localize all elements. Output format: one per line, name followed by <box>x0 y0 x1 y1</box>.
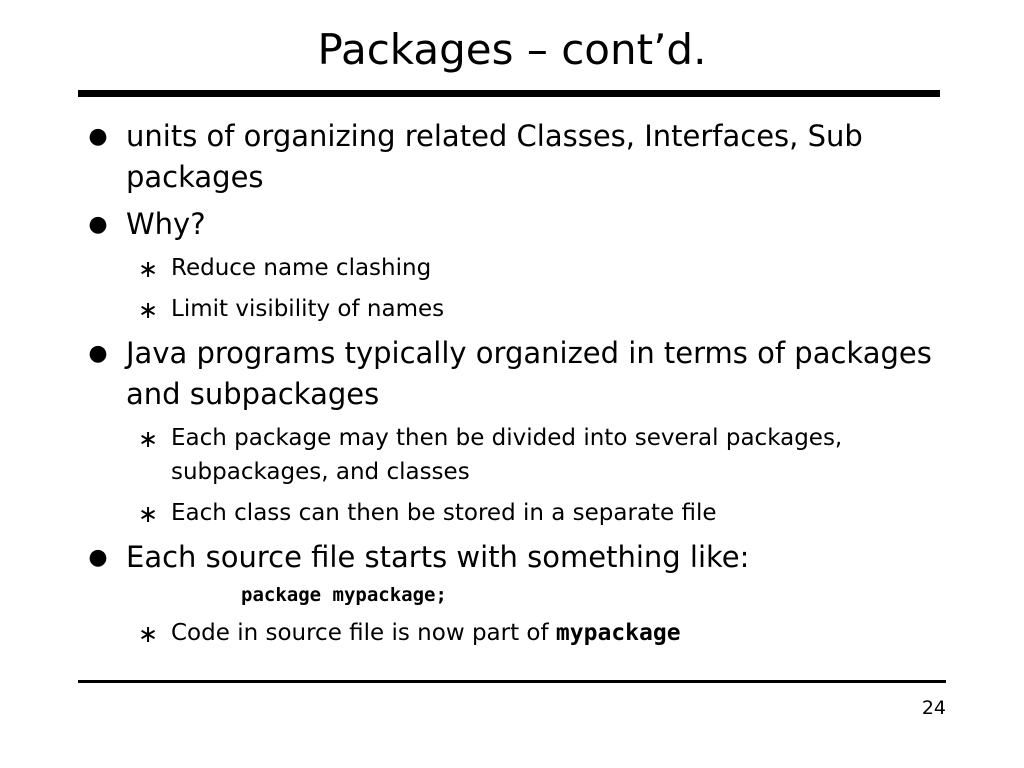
bullet-icon: ● <box>88 545 108 570</box>
sub-bullet-text: Limit visibility of names <box>171 296 445 322</box>
footer-divider <box>78 680 946 683</box>
asterisk-icon: ∗ <box>137 255 159 283</box>
sub-bullet-item <box>86 292 936 326</box>
bullet-item <box>86 537 936 578</box>
sub-bullet-text: Code in source file is now part of <box>171 620 556 646</box>
sub-bullet-text: Each class can then be stored in a separate file <box>171 500 717 526</box>
code-snippet: package mypackage; <box>241 584 447 606</box>
sub-bullet-item <box>86 616 936 650</box>
asterisk-icon: ∗ <box>137 500 159 528</box>
page-number: 24 <box>921 697 946 719</box>
inline-code: mypackage <box>555 620 681 646</box>
bullet-icon: ● <box>88 124 108 149</box>
asterisk-icon: ∗ <box>137 425 159 453</box>
bullet-item <box>86 116 936 198</box>
asterisk-icon: ∗ <box>137 620 159 648</box>
sub-bullet-text: Reduce name clashing <box>171 255 432 281</box>
slide-title: Packages – cont’d. <box>317 25 707 74</box>
sub-bullet-item <box>86 421 936 489</box>
bullet-text: Each source file starts with something like: <box>126 540 750 574</box>
sub-bullet-item <box>86 251 936 285</box>
slide-body <box>86 116 936 657</box>
bullet-item <box>86 333 936 415</box>
bullet-item <box>86 204 936 245</box>
bullet-icon: ● <box>88 341 108 366</box>
bullet-text: units of organizing related Classes, Interfaces, Sub packages <box>126 119 863 194</box>
bullet-icon: ● <box>88 212 108 237</box>
title-divider <box>78 90 940 97</box>
sub-bullet-item <box>86 496 936 530</box>
asterisk-icon: ∗ <box>137 296 159 324</box>
sub-bullet-text: Each package may then be divided into several packages, subpackages, and classes <box>171 425 843 485</box>
bullet-text: Java programs typically organized in terms of packages and subpackages <box>126 336 932 411</box>
bullet-text: Why? <box>126 207 206 241</box>
